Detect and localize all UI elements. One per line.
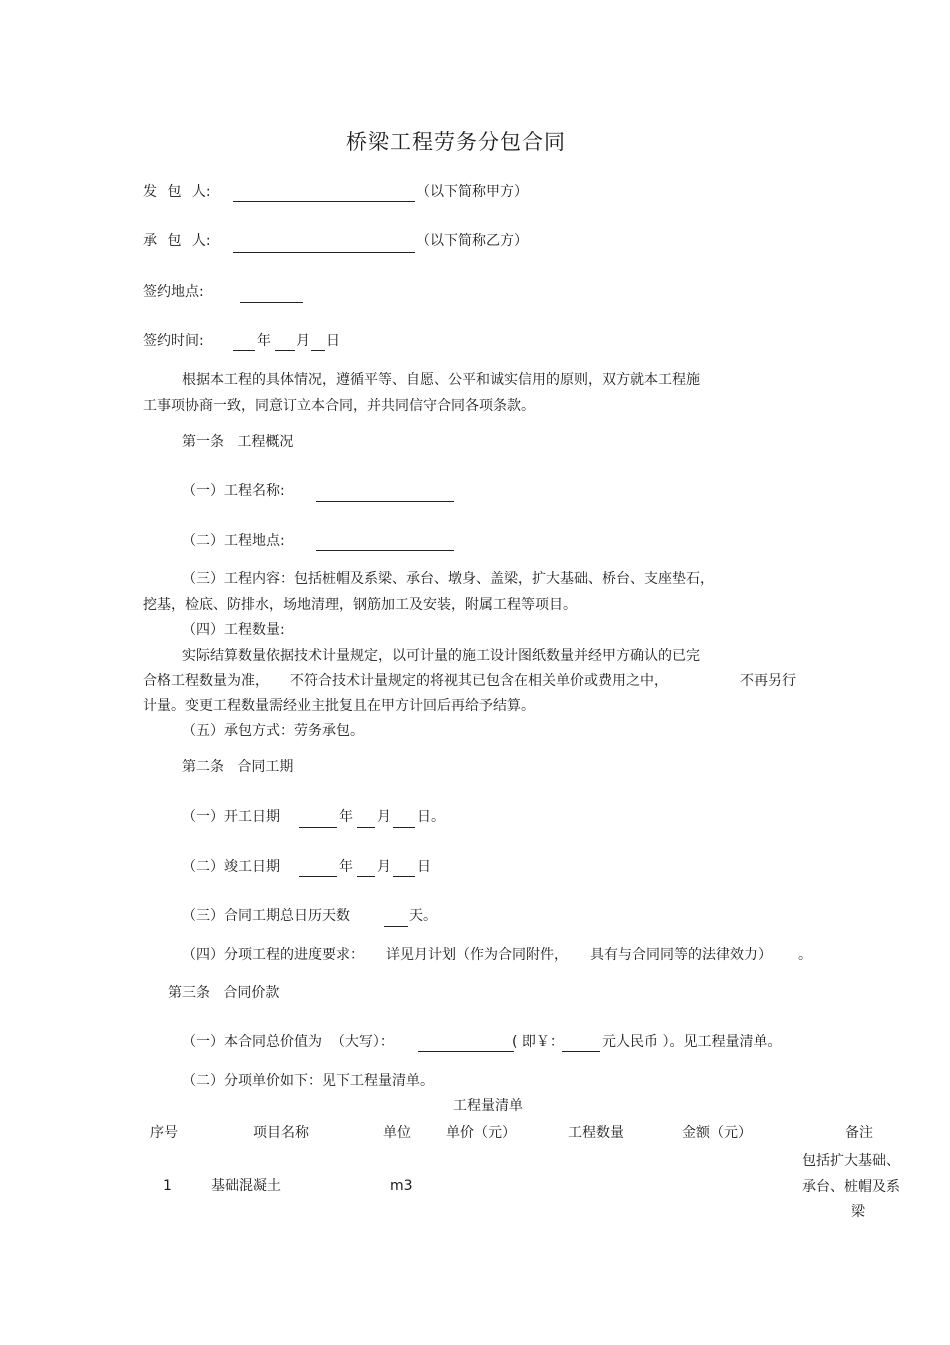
sign-month-label: 月: [296, 333, 310, 349]
progress-end: 。: [798, 947, 812, 963]
sign-place-blank[interactable]: [240, 302, 303, 303]
header-unit-price: 单价（元）: [446, 1125, 516, 1141]
party-a-note: （以下简称甲方）: [416, 184, 528, 200]
quantity-line-2b: 不符合技术计量规定的将视其已包含在相关单价或费用之中，: [290, 673, 668, 689]
party-b-note: （以下简称乙方）: [416, 233, 528, 249]
project-location-blank[interactable]: [316, 550, 454, 551]
sign-year-label: 年: [257, 333, 271, 349]
period-blank[interactable]: [384, 926, 408, 927]
intro-line-1: 根据本工程的具体情况，遵循平等、自愿、公平和诚实信用的原则，双方就本工程施: [182, 372, 700, 388]
end-day-label: 日: [417, 859, 431, 875]
intro-line-2: 工事项协商一致，同意订立本合同，并共同信守合同各项条款。: [143, 398, 535, 414]
end-year-blank[interactable]: [299, 876, 337, 877]
start-day-label: 日。: [417, 809, 445, 825]
project-quantity-label: （四）工程数量:: [182, 622, 285, 638]
row-no: 1: [163, 1178, 172, 1194]
sign-day-blank[interactable]: [311, 350, 325, 351]
sign-year-blank[interactable]: [233, 350, 255, 351]
end-month-blank[interactable]: [357, 876, 375, 877]
sign-time-label: 签约时间:: [143, 333, 204, 349]
quantity-line-1: 实际结算数量依据技术计量规定，以可计量的施工设计图纸数量并经甲方确认的已完: [182, 648, 700, 664]
start-month-label: 月: [377, 809, 391, 825]
party-a-blank[interactable]: [233, 201, 415, 202]
quantity-line-2c: 不再另行: [740, 673, 796, 689]
contract-method: （五）承包方式：劳务承包。: [182, 723, 364, 739]
period-unit: 天。: [409, 908, 437, 924]
total-price-number-blank[interactable]: [562, 1051, 600, 1052]
article-3-heading: 第三条 合同价款: [168, 985, 280, 1001]
header-note: 备注: [845, 1125, 873, 1141]
period-label: （三）合同工期总日历天数: [182, 908, 350, 924]
total-price-label: （一）本合同总价值为 （大写）：: [182, 1034, 394, 1050]
end-day-blank[interactable]: [393, 876, 415, 877]
total-price-end: 元人民币 ）。见工程量清单。: [602, 1034, 782, 1050]
party-b-blank[interactable]: [233, 252, 415, 253]
sign-month-blank[interactable]: [275, 350, 295, 351]
start-month-blank[interactable]: [357, 827, 375, 828]
sign-place-label: 签约地点:: [143, 284, 204, 300]
progress-text-2: 具有与合同同等的法律效力）: [590, 947, 772, 963]
start-day-blank[interactable]: [393, 827, 415, 828]
unit-price-line: （二）分项单价如下：见下工程量清单。: [182, 1073, 434, 1089]
start-year-blank[interactable]: [299, 827, 337, 828]
quantity-line-3: 计量。变更工程数量需经业主批复且在甲方计回后再给予结算。: [143, 698, 535, 714]
row-unit: m3: [390, 1178, 413, 1194]
end-month-label: 月: [377, 859, 391, 875]
sign-day-label: 日: [326, 333, 340, 349]
project-location-label: （二）工程地点:: [182, 533, 285, 549]
project-name-blank[interactable]: [316, 501, 454, 502]
header-unit: 单位: [383, 1125, 411, 1141]
header-name: 项目名称: [253, 1125, 309, 1141]
row-name: 基础混凝土: [211, 1178, 281, 1194]
row-note-line-3: 梁: [851, 1204, 865, 1220]
table-caption: 工程量清单: [453, 1098, 523, 1114]
header-amount: 金额（元）: [682, 1125, 752, 1141]
party-b-label: 承 包 人:: [143, 233, 211, 249]
page-title: 桥梁工程劳务分包合同: [346, 130, 566, 154]
start-date-label: （一）开工日期: [182, 809, 280, 825]
start-year-label: 年: [339, 809, 353, 825]
project-content-line-1: （三）工程内容：包括桩帽及系梁、承台、墩身、盖梁，扩大基础、桥台、支座垫石，: [182, 571, 714, 587]
party-a-label: 发 包 人:: [143, 184, 211, 200]
progress-text: 详见月计划（作为合同附件，: [386, 947, 568, 963]
project-name-label: （一）工程名称:: [182, 483, 285, 499]
article-2-heading: 第二条 合同工期: [182, 759, 294, 775]
quantity-line-2a: 合格工程数量为准，: [143, 673, 269, 689]
row-note-line-2: 承台、桩帽及系: [802, 1179, 900, 1195]
total-price-mid: ( 即￥：: [512, 1034, 564, 1050]
header-no: 序号: [150, 1125, 178, 1141]
end-date-label: （二）竣工日期: [182, 859, 280, 875]
total-price-upper-blank[interactable]: [418, 1051, 514, 1052]
row-note-line-1: 包括扩大基础、: [802, 1153, 900, 1169]
header-quantity: 工程数量: [568, 1125, 624, 1141]
end-year-label: 年: [339, 859, 353, 875]
progress-label: （四）分项工程的进度要求：: [182, 947, 364, 963]
project-content-line-2: 挖基，检底、防排水，场地清理，钢筋加工及安装，附属工程等项目。: [143, 597, 577, 613]
article-1-heading: 第一条 工程概况: [182, 434, 294, 450]
